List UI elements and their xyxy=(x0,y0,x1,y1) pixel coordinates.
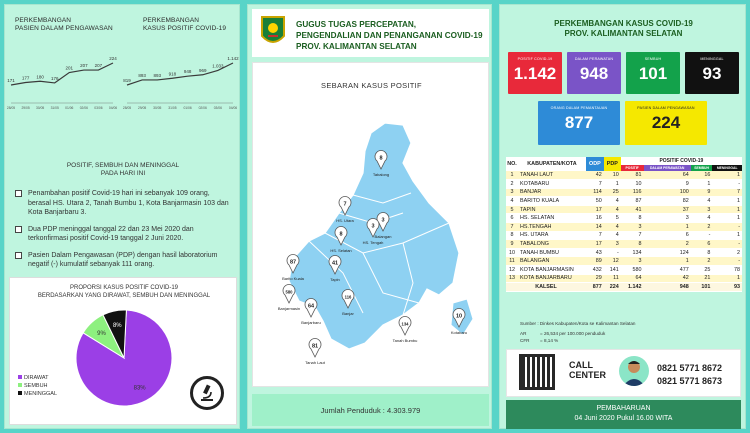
call-center-label: CALL CENTER xyxy=(569,360,607,380)
marker-label: HS. Tengah xyxy=(362,240,384,245)
marker-label: Tanah Laut xyxy=(305,360,325,365)
ar-label: AR xyxy=(520,331,527,336)
section-title: POSITIF, SEMBUH DAN MENINGGAL PADA HARI INI xyxy=(66,162,180,177)
table-cell: 89 xyxy=(586,257,604,266)
marker-label: Tapin xyxy=(330,277,340,282)
table-cell: 2 xyxy=(712,248,742,257)
table-cell: 14 xyxy=(586,223,604,232)
marker-value: 3 xyxy=(381,217,385,224)
marker-value: 7 xyxy=(343,201,347,208)
marker-label: Tabalong xyxy=(372,172,390,177)
pie-label: 83% xyxy=(133,385,146,392)
map-marker-tanah-bumbu[interactable] xyxy=(393,317,418,343)
col-group-positive: POSITIF COVID-19 xyxy=(621,157,742,165)
date-label: 04/06 xyxy=(228,106,238,110)
qr-code-icon xyxy=(519,354,555,390)
marker-value: 580 xyxy=(285,289,293,295)
table-cell: 42 xyxy=(644,274,691,283)
table-cell: 3 xyxy=(621,223,644,232)
sparkline-value: 918 xyxy=(168,71,177,77)
table-cell: 432 xyxy=(586,266,604,275)
col-odp: ODP xyxy=(586,157,604,171)
table-cell: KOTA BANJARMASIN xyxy=(518,266,586,275)
date-label: 30/05 xyxy=(153,106,162,110)
table-cell: 1 xyxy=(644,257,691,266)
table-cell: BALANGAN xyxy=(518,257,586,266)
sparkline-value: 893 xyxy=(153,72,162,78)
phone-1[interactable]: 0821 5771 8672 xyxy=(657,363,723,373)
table-row xyxy=(506,188,742,197)
legend-meninggal: MENINGGAL xyxy=(18,390,57,398)
table-cell: 8 xyxy=(691,248,713,257)
table-cell: 4 xyxy=(604,197,621,206)
table-cell: 2 xyxy=(691,257,713,266)
table-cell: 21 xyxy=(691,274,713,283)
table-cell: 17 xyxy=(586,240,604,249)
table-cell: 4 xyxy=(506,197,518,206)
marker-value: 10 xyxy=(455,313,463,320)
table-cell: 64 xyxy=(644,171,691,180)
table-row xyxy=(506,205,742,214)
table-cell: 134 xyxy=(621,248,644,257)
marker-value: 41 xyxy=(331,260,339,267)
date-label: 03/06 xyxy=(213,106,222,110)
table-cell: BANJAR xyxy=(518,188,586,197)
daily-notes xyxy=(15,189,233,277)
table-cell: 8 xyxy=(621,214,644,223)
table-cell: 50 xyxy=(586,197,604,206)
checkbox-icon xyxy=(15,252,22,259)
table-cell: 13 xyxy=(506,274,518,283)
table-cell: 1 xyxy=(712,274,742,283)
table-cell: - xyxy=(712,223,742,232)
table-cell: HS. UTARA xyxy=(518,231,586,240)
table-cell: TANAH BUMBU xyxy=(518,248,586,257)
table-cell: 7 xyxy=(506,223,518,232)
sparkline-charts xyxy=(5,41,241,151)
table-cell: 3 xyxy=(604,240,621,249)
col-name: KABUPATEN/KOTA xyxy=(518,157,586,171)
col-positive: POSITIF xyxy=(621,165,644,171)
phone-2[interactable]: 0821 5771 8673 xyxy=(657,376,723,386)
table-cell: 12 xyxy=(506,266,518,275)
col-pdp: PDP xyxy=(604,157,621,171)
marker-value: 3 xyxy=(371,223,375,230)
table-cell: 7 xyxy=(712,188,742,197)
table-cell: - xyxy=(712,180,742,189)
table-cell: 7 xyxy=(621,231,644,240)
update-box xyxy=(506,400,741,429)
table-cell: 78 xyxy=(712,266,742,275)
table-cell: 8 xyxy=(621,240,644,249)
marker-value: 116 xyxy=(344,294,352,300)
date-label: 31/05 xyxy=(168,106,177,110)
table-cell: 1 xyxy=(712,205,742,214)
table-row xyxy=(506,197,742,206)
col-died: MENINGGAL xyxy=(712,165,742,171)
marker-label: HS. Utara xyxy=(336,218,354,223)
kalsel-map xyxy=(253,63,490,388)
positive-trend-title: PERKEMBANGAN KASUS POSITIF COVID-19 xyxy=(143,17,227,32)
sparkline-value: 207 xyxy=(80,63,88,69)
marker-label: HS. Selatan xyxy=(330,248,352,253)
table-cell: 1 xyxy=(644,223,691,232)
table-cell: 224 xyxy=(604,283,621,292)
map-panel xyxy=(252,62,489,387)
cfr-label: CFR xyxy=(520,338,530,343)
phone-numbers xyxy=(657,362,722,388)
update-date: 04 Juni 2020 Pukul 16.00 WITA xyxy=(574,415,673,422)
table-cell: TABALONG xyxy=(518,240,586,249)
map-marker-tanah-laut[interactable] xyxy=(305,339,326,365)
marker-label: Barito Kuala xyxy=(282,276,304,281)
table-cell: 1.142 xyxy=(621,283,644,292)
table-row xyxy=(506,171,742,180)
marker-value: 134 xyxy=(401,321,409,327)
marker-value: 81 xyxy=(311,343,319,350)
date-label: 02/06 xyxy=(79,106,88,110)
date-label: 29/05 xyxy=(138,106,147,110)
checkbox-icon xyxy=(15,226,22,233)
pie-label: 9% xyxy=(97,331,106,338)
table-total-row xyxy=(506,283,742,292)
middle-panel xyxy=(247,4,492,429)
pie-legend xyxy=(18,374,57,398)
population-box: Jumlah Penduduk : 4.303.979 xyxy=(252,394,489,426)
table-row xyxy=(506,214,742,223)
date-label: 02/06 xyxy=(198,106,207,110)
sparkline-value: 176 xyxy=(50,75,59,81)
sparkline-value: 180 xyxy=(36,74,44,80)
note-item: Dua PDP meninggal tanggal 22 dan 23 Mei 2020 dan terkonfirmasi positif Covid-19 tanggal 2 Juni 2020. xyxy=(15,225,233,244)
positive-card: POSITIF COVID-19 1.142 xyxy=(508,52,562,94)
microscope-icon xyxy=(190,376,224,410)
marker-value: 64 xyxy=(307,303,315,310)
table-cell: KOTA BANJARBARU xyxy=(518,274,586,283)
table-row xyxy=(506,266,742,275)
table-cell: 7 xyxy=(586,180,604,189)
pie-chart-panel xyxy=(9,277,237,425)
table-cell: BARITO KUALA xyxy=(518,197,586,206)
note-item: Pasien Dalam Pengawasan (PDP) dengan hasil laboratorium negatif (-) kumulatif sebanyak 111 orang. xyxy=(15,251,233,270)
marker-label: Banjar xyxy=(342,311,354,316)
table-cell: 2 xyxy=(644,240,691,249)
table-cell: 141 xyxy=(604,266,621,275)
date-label: 01/06 xyxy=(65,106,74,110)
col-recovered: SEMBUH xyxy=(691,165,713,171)
table-cell: 948 xyxy=(644,283,691,292)
operator-avatar xyxy=(619,356,649,386)
table-cell: TANAH LAUT xyxy=(518,171,586,180)
table-cell: 11 xyxy=(604,274,621,283)
sparkline-value: 171 xyxy=(7,78,15,83)
checkbox-icon xyxy=(15,190,22,197)
table-cell: 2 xyxy=(506,180,518,189)
table-cell: 7 xyxy=(586,231,604,240)
left-panel xyxy=(4,4,240,429)
sparkline-value: 201 xyxy=(65,65,74,71)
table-cell: 5 xyxy=(506,205,518,214)
legend-sembuh: SEMBUH xyxy=(18,382,57,390)
marker-label: Tanah Bumbu xyxy=(392,338,418,343)
table-cell: 5 xyxy=(604,214,621,223)
marker-value: 8 xyxy=(339,231,343,238)
date-label: 03/06 xyxy=(94,106,103,110)
table-cell: 3 xyxy=(644,214,691,223)
table-cell: 877 xyxy=(586,283,604,292)
sparkline-value: 819 xyxy=(123,78,131,83)
sparkline-value: 177 xyxy=(21,75,30,81)
table-cell: 25 xyxy=(604,188,621,197)
note-item: Penambahan positif Covid-19 hari ini sebanyak 109 orang, berasal HS. Utara 2, Tanah Bumbu 1, Kota Banjarmasin 103 dan Kota Banjarbaru 3. xyxy=(15,189,233,218)
date-label: 31/05 xyxy=(50,106,59,110)
table-cell: 6 xyxy=(691,240,713,249)
table-cell: 9 xyxy=(644,180,691,189)
table-cell: 101 xyxy=(691,283,713,292)
table-row xyxy=(506,240,742,249)
treated-card: DALAM PERAWATAN 948 xyxy=(567,52,621,94)
title-box xyxy=(252,9,489,57)
col-no: NO. xyxy=(506,157,518,171)
table-cell: 4 xyxy=(604,205,621,214)
table-cell: 42 xyxy=(586,171,604,180)
table-cell: 11 xyxy=(506,257,518,266)
date-label: 28/05 xyxy=(6,106,16,110)
kalsel-emblem-icon xyxy=(260,14,286,50)
marker-label: Kotabaru xyxy=(450,330,468,335)
table-cell: 81 xyxy=(621,171,644,180)
table-cell: 87 xyxy=(621,197,644,206)
table-cell: 10 xyxy=(621,180,644,189)
update-title: PEMBAHARUAN xyxy=(596,405,651,412)
pie-title: PROPORSI KASUS POSITIF COVID-19 BERDASARKAN YANG DIRAWAT, SEMBUH DAN MENINGGAL xyxy=(37,285,211,299)
table-cell: 17 xyxy=(586,205,604,214)
table-cell: HS.TENGAH xyxy=(518,223,586,232)
table-cell: KALSEL xyxy=(506,283,586,292)
sparkline-value: 969 xyxy=(198,67,207,73)
table-cell: 82 xyxy=(644,197,691,206)
sparkline-value: 893 xyxy=(138,72,146,78)
table-row xyxy=(506,223,742,232)
map-title: SEBARAN KASUS POSITIF xyxy=(321,81,422,90)
table-row xyxy=(506,231,742,240)
table-cell: 580 xyxy=(621,266,644,275)
table-cell: - xyxy=(712,257,742,266)
odp-card: ORANG DALAM PEMANTAUAN 877 xyxy=(538,101,620,145)
table-cell: 3 xyxy=(506,188,518,197)
table-cell: 1 xyxy=(712,231,742,240)
table-cell: 4 xyxy=(604,231,621,240)
table-cell: 93 xyxy=(712,283,742,292)
table-cell: 6 xyxy=(644,231,691,240)
table-cell: 29 xyxy=(586,274,604,283)
table-cell: 16 xyxy=(691,171,713,180)
table-cell: 1 xyxy=(712,214,742,223)
table-cell: 2 xyxy=(691,223,713,232)
marker-value: 87 xyxy=(289,259,297,266)
table-cell: 1 xyxy=(691,180,713,189)
table-cell: KOTABARU xyxy=(518,180,586,189)
right-panel xyxy=(499,4,746,429)
sparkline-value: 1.033 xyxy=(212,63,224,69)
pie-label: 8% xyxy=(112,323,122,330)
table-cell: 3 xyxy=(691,205,713,214)
table-cell: 124 xyxy=(644,248,691,257)
table-cell: 9 xyxy=(691,188,713,197)
marker-value: 8 xyxy=(379,155,383,162)
table-cell: 4 xyxy=(604,223,621,232)
task-force-title: GUGUS TUGAS PERCEPATAN, PENGENDALIAN DAN PENANGANAN COVID-19 PROV. KALIMANTAN SELATAN xyxy=(296,20,483,51)
table-cell: 3 xyxy=(621,257,644,266)
table-cell: - xyxy=(604,248,621,257)
pdp-card: PASIEN DALAM PENGAWASAN 224 xyxy=(625,101,707,145)
sparkline-value: 1.142 xyxy=(227,56,239,61)
date-label: 29/05 xyxy=(21,106,30,110)
table-row xyxy=(506,248,742,257)
pdp-trend-title: PERKEMBANGAN PASIEN DALAM PENGAWASAN xyxy=(15,17,113,32)
table-cell: 100 xyxy=(644,188,691,197)
table-cell: 1 xyxy=(712,171,742,180)
call-center-box xyxy=(506,349,741,397)
marker-label: Balangan xyxy=(374,234,392,239)
table-row xyxy=(506,274,742,283)
table-row xyxy=(506,180,742,189)
district-table xyxy=(506,157,742,292)
table-cell: 16 xyxy=(586,214,604,223)
table-cell: 37 xyxy=(644,205,691,214)
table-cell: 1 xyxy=(506,171,518,180)
table-cell: 1 xyxy=(712,197,742,206)
source-note: Sumber : Dinkes Kabupaten/Kota se Kalimantan Selatan xyxy=(520,321,636,326)
table-cell: 10 xyxy=(506,248,518,257)
table-cell: 41 xyxy=(621,205,644,214)
ar-value: = 26,534 per 100.000 penduduk xyxy=(540,331,606,336)
date-label: 01/06 xyxy=(183,106,192,110)
recovered-card: SEMBUH 101 xyxy=(626,52,680,94)
table-cell: 25 xyxy=(691,266,713,275)
marker-label: Banjarmasin xyxy=(277,306,301,311)
table-cell: - xyxy=(691,231,713,240)
date-label: 04/06 xyxy=(108,106,118,110)
table-cell: 4 xyxy=(691,214,713,223)
sparkline-value: 948 xyxy=(183,69,192,75)
table-cell: 6 xyxy=(506,214,518,223)
table-cell: HS. SELATAN xyxy=(518,214,586,223)
table-cell: 114 xyxy=(586,188,604,197)
date-label: 28/05 xyxy=(122,106,132,110)
table-cell: 12 xyxy=(604,257,621,266)
table-cell: TAPIN xyxy=(518,205,586,214)
table-cell: 477 xyxy=(644,266,691,275)
sparkline-value: 207 xyxy=(94,63,103,69)
table-cell: 64 xyxy=(621,274,644,283)
table-cell: 116 xyxy=(621,188,644,197)
marker-label: Banjarbaru xyxy=(301,320,321,325)
table-cell: 9 xyxy=(506,240,518,249)
legend-dirawat: DIRAWAT xyxy=(18,374,57,382)
date-label: 30/05 xyxy=(36,106,45,110)
table-cell: 8 xyxy=(506,231,518,240)
table-cell: - xyxy=(712,240,742,249)
sparkline-value: 224 xyxy=(109,56,117,61)
table-row xyxy=(506,257,742,266)
table-cell: 43 xyxy=(586,248,604,257)
died-card: MENINGGAL 93 xyxy=(685,52,739,94)
stats-title: PERKEMBANGAN KASUS COVID-19 PROV. KALIMANTAN SELATAN xyxy=(554,19,693,38)
table-cell: 1 xyxy=(604,180,621,189)
table-cell: 10 xyxy=(604,171,621,180)
cfr-value: = 8,14 % xyxy=(540,338,559,343)
table-cell: 4 xyxy=(691,197,713,206)
col-treated: DALAM PERAWATAN xyxy=(644,165,691,171)
